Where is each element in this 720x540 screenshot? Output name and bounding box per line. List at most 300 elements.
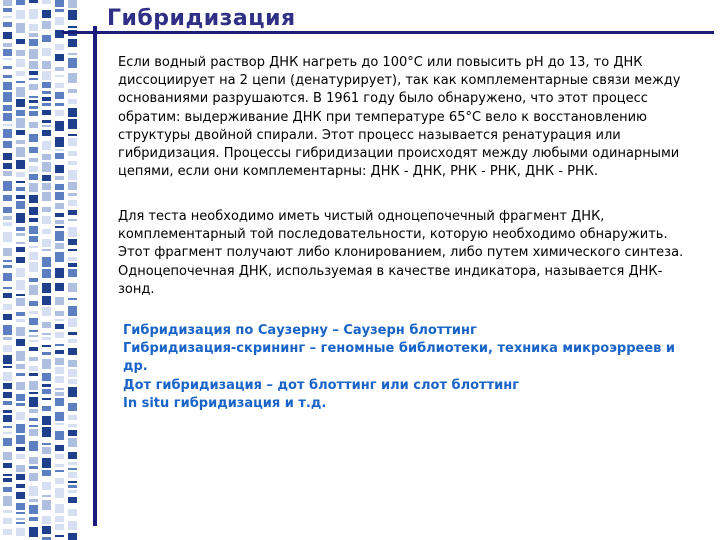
gel-band [42, 333, 51, 335]
gel-band [68, 227, 77, 237]
gel-band [3, 383, 12, 389]
gel-band [3, 66, 12, 69]
gel-band [55, 488, 64, 498]
gel-band [68, 462, 77, 465]
gel-band [16, 403, 25, 406]
gel-band [16, 280, 25, 290]
gel-band [42, 162, 51, 172]
method-item: Дот гибридизация – дот блоттинг или слот блоттинг [123, 377, 520, 393]
gel-band [68, 387, 77, 397]
gel-band [68, 89, 77, 93]
gel-band [29, 122, 38, 128]
gel-band [16, 195, 25, 199]
gel-band [68, 239, 77, 245]
gel-band [29, 218, 38, 222]
gel-band [29, 466, 38, 469]
gel-band [3, 401, 12, 405]
gel-band [55, 464, 64, 467]
gel-band [68, 58, 77, 68]
body-paragraph: Если водный раствор ДНК нагреть до 100°С или повысить рН до 13, то ДНК диссоциирует на 2 цепи (денатурирует), так как комплементарные связи между основаниями разрушаются. В 1961 году было обнаружено, что этот процесс обратим: выдерживание ДНК при температуре 65°С вело к восстановлению структуры двойной спирали. Этот процесс называется ренатурация или гибридизация. Процессы гибридизации происходят между любыми одинарными цепями, если они комплементарны: ДНК - ДНК, РНК - РНК, ДНК - РНК. [118, 55, 681, 180]
gel-band [68, 430, 77, 436]
gel-band [29, 366, 38, 371]
gel-band [42, 257, 51, 267]
gel-band [16, 373, 25, 376]
gel-band [29, 340, 38, 342]
gel-band [3, 163, 12, 169]
gel-band [68, 283, 77, 292]
gel-band [3, 487, 12, 492]
gel-band [3, 16, 12, 18]
hybridization-methods-list [123, 322, 683, 413]
gel-band [3, 426, 12, 428]
gel-band [55, 0, 64, 7]
gel-band [55, 392, 64, 396]
gel-band [55, 252, 64, 262]
gel-band [68, 369, 77, 377]
gel-band [29, 195, 38, 203]
gel-band [16, 147, 25, 157]
gel-band [68, 485, 77, 488]
gel-band [42, 154, 51, 160]
gel-band [68, 306, 77, 316]
gel-band [16, 424, 25, 433]
gel-band [16, 319, 25, 322]
gel-band [68, 481, 77, 483]
gel-band [55, 535, 64, 537]
gel-band [29, 252, 38, 260]
gel-band [29, 78, 38, 80]
gel-band [16, 268, 25, 277]
gel-band [29, 373, 38, 376]
gel-band [55, 153, 64, 159]
gel-band [42, 82, 51, 88]
gel-band [55, 423, 64, 425]
gel-band [42, 398, 51, 400]
gel-band [42, 110, 51, 115]
gel-band [55, 311, 64, 316]
gel-band [55, 376, 64, 383]
gel-band [55, 213, 64, 217]
gel-band [29, 425, 38, 427]
gel-band [68, 379, 77, 384]
gel-band [29, 392, 38, 394]
gel-band [42, 175, 51, 181]
gel-band [3, 463, 12, 468]
gel-band [42, 48, 51, 56]
gel-band [3, 432, 12, 434]
gel-band [16, 339, 25, 346]
gel-band [55, 344, 64, 346]
gel-band [55, 17, 64, 25]
gel-band [29, 174, 38, 180]
gel-band [3, 153, 12, 160]
gel-band [55, 83, 64, 88]
gel-band [68, 468, 77, 470]
gel-band [42, 516, 51, 524]
gel-band [68, 39, 77, 47]
gel-band [3, 293, 12, 298]
gel-band [68, 138, 77, 146]
gel-band [3, 22, 12, 27]
gel-band [68, 424, 77, 427]
gel-band [42, 458, 51, 468]
gel-band [29, 9, 38, 19]
gel-band [29, 49, 38, 59]
gel-band [16, 233, 25, 236]
gel-band [68, 134, 77, 136]
gel-band [29, 311, 38, 314]
gel-band [55, 165, 64, 173]
gel-band [29, 409, 38, 413]
gel-band [16, 87, 25, 97]
gel-band [42, 495, 51, 497]
gel-band [55, 226, 64, 228]
gel-band [3, 113, 12, 121]
gel-band [68, 26, 77, 28]
gel-band [16, 242, 25, 244]
gel-band [16, 118, 25, 128]
gel-band [3, 325, 12, 335]
gel-band [29, 61, 38, 69]
gel-band [16, 351, 25, 361]
gel-band [42, 249, 51, 251]
gel-band [3, 82, 12, 90]
gel-band [55, 319, 64, 321]
gel-band [55, 54, 64, 61]
gel-band [16, 327, 25, 336]
gel-band [29, 147, 38, 153]
gel-band [16, 364, 25, 369]
gel-band [42, 443, 51, 445]
gel-band [55, 268, 64, 278]
gel-band [3, 273, 12, 281]
vertical-divider [93, 26, 97, 526]
body-paragraph: Для теста необходимо иметь чистый одноцепочечный фрагмент ДНК, комплементарный той последовательности, которую необходимо обнаружить. Этот фрагмент получают либо клонированием, либо путем химического синтеза. Одноцепочечная ДНК, используемая в качестве индикатора, называется ДНК-зонд. [118, 209, 684, 297]
gel-band [3, 337, 12, 340]
gel-band [42, 97, 51, 101]
gel-band [3, 141, 12, 148]
gel-band [42, 216, 51, 224]
gel-band [55, 92, 64, 99]
gel-band [68, 210, 77, 215]
gel-band [16, 447, 25, 451]
gel-band [16, 39, 25, 44]
gel-band [29, 330, 38, 332]
gel-band [16, 181, 25, 183]
gel-band [3, 195, 12, 201]
gel-band [55, 192, 64, 200]
gel-band [29, 517, 38, 521]
gel-band [42, 359, 51, 369]
gel-band [68, 193, 77, 196]
gel-band [29, 166, 38, 172]
gel-band [3, 366, 12, 368]
gel-band [68, 200, 77, 206]
gel-band [68, 0, 77, 8]
gel-band [16, 294, 25, 296]
gel-band [68, 298, 77, 300]
gel-band [29, 134, 38, 142]
gel-band [29, 486, 38, 496]
gel-band [16, 394, 25, 401]
gel-band [3, 58, 12, 60]
gel-band [16, 512, 25, 514]
gel-band [68, 269, 77, 277]
gel-band [16, 412, 25, 420]
gel-band [29, 335, 38, 337]
gel-band [29, 527, 38, 537]
gel-band [68, 73, 77, 83]
gel-band [29, 71, 38, 75]
gel-band [16, 492, 25, 499]
gel-band [29, 505, 38, 514]
gel-band [42, 130, 51, 136]
gel-band [16, 522, 25, 524]
gel-band [29, 278, 38, 282]
gel-band [3, 314, 12, 320]
gel-band [29, 236, 38, 242]
gel-band [42, 406, 51, 411]
gel-band [16, 99, 25, 107]
gel-band [3, 216, 12, 220]
gel-band [16, 110, 25, 116]
gel-band [55, 412, 64, 421]
gel-band [29, 183, 38, 192]
gel-band [55, 283, 64, 291]
gel-band [16, 0, 25, 5]
gel-band [3, 32, 12, 39]
gel-band [68, 10, 77, 20]
gel-band [29, 499, 38, 502]
gel-band [55, 121, 64, 131]
gel-band [55, 324, 64, 329]
gel-band [42, 120, 51, 123]
gel-band [16, 23, 25, 33]
gel-band [29, 457, 38, 464]
gel-band [3, 372, 12, 381]
gel-band [55, 184, 64, 190]
gel-band [29, 397, 38, 407]
gel-band [55, 470, 64, 472]
gel-band [68, 339, 77, 343]
gel-band [29, 96, 38, 98]
gel-band [16, 484, 25, 488]
gel-band [3, 265, 12, 268]
gel-band [55, 350, 64, 354]
gel-band [29, 301, 38, 306]
gel-band [3, 248, 12, 256]
gel-band [55, 332, 64, 338]
gel-band [42, 35, 51, 42]
gel-band [29, 24, 38, 31]
gel-band [3, 410, 12, 413]
gel-band [29, 429, 38, 436]
gel-band [42, 269, 51, 278]
gel-band [3, 129, 12, 138]
method-item: Гибридизация по Саузерну – Саузерн блоттинг [123, 323, 477, 338]
gel-band [55, 44, 64, 50]
gel-band [42, 283, 51, 293]
gel-band [55, 9, 64, 12]
gel-band [16, 474, 25, 480]
gel-band [55, 431, 64, 440]
gel-band [55, 103, 64, 106]
gel-band [16, 130, 25, 135]
gel-band [42, 125, 51, 127]
gel-band [29, 111, 38, 116]
gel-band [68, 438, 77, 447]
method-item: In situ гибридизация и т.д. [123, 395, 327, 411]
gel-band [3, 345, 12, 352]
gel-band [29, 473, 38, 481]
gel-band [42, 141, 51, 150]
gel-band [68, 182, 77, 190]
gel-band [55, 297, 64, 305]
gel-band [16, 247, 25, 252]
gel-band [68, 490, 77, 493]
gel-band [16, 227, 25, 231]
gel-band [42, 192, 51, 201]
gel-band [3, 49, 12, 56]
gel-band [55, 110, 64, 116]
gel-band [3, 355, 12, 364]
gel-band [16, 81, 25, 83]
gel-band [68, 403, 77, 411]
gel-band [29, 158, 38, 162]
gel-band [55, 367, 64, 374]
gel-band [42, 526, 51, 534]
gel-band [55, 243, 64, 249]
dna-gel-decoration [0, 0, 80, 540]
gel-band [29, 39, 38, 46]
gel-band [42, 207, 51, 212]
gel-band [42, 470, 51, 476]
gel-band [68, 249, 77, 251]
gel-band [42, 10, 51, 18]
gel-band [55, 137, 64, 147]
gel-band [42, 307, 51, 316]
gel-band [16, 172, 25, 177]
gel-band [55, 516, 64, 522]
gel-band [3, 529, 12, 535]
gel-band [16, 257, 25, 263]
gel-band [29, 106, 38, 109]
gel-band [3, 518, 12, 524]
gel-band [29, 0, 38, 3]
gel-band [29, 246, 38, 248]
gel-band [68, 509, 77, 516]
gel-band [42, 447, 51, 454]
gel-band [42, 91, 51, 94]
gel-band [68, 415, 77, 420]
gel-band [3, 232, 12, 242]
gel-band [3, 92, 12, 102]
gel-band [55, 176, 64, 180]
gel-band [42, 337, 51, 340]
gel-band [68, 119, 77, 129]
gel-band [42, 345, 51, 347]
gel-band [16, 160, 25, 169]
gel-band [68, 533, 77, 540]
gel-band [3, 222, 12, 226]
gel-band [29, 441, 38, 451]
gel-band [68, 497, 77, 503]
gel-band [42, 500, 51, 510]
gel-band [3, 304, 12, 310]
gel-band [3, 474, 12, 476]
method-item: Гибридизация-скрининг – геномные библиотеки, техника микроэрреев и др. [123, 341, 676, 375]
gel-band [3, 452, 12, 460]
gel-band [42, 21, 51, 29]
gel-band [42, 0, 51, 4]
gel-band [16, 382, 25, 390]
gel-band [3, 287, 12, 289]
gel-band [3, 171, 12, 176]
gel-band [29, 285, 38, 295]
gel-band [42, 61, 51, 69]
gel-band [29, 226, 38, 234]
gel-band [3, 75, 12, 78]
gel-band [55, 358, 64, 365]
gel-band [68, 219, 77, 221]
gel-band [3, 207, 12, 213]
gel-band [42, 482, 51, 490]
gel-band [55, 524, 64, 530]
gel-band [42, 103, 51, 106]
gel-band [68, 170, 77, 180]
gel-band [29, 84, 38, 90]
gel-band [68, 521, 77, 530]
gel-band [16, 187, 25, 191]
gel-band [3, 392, 12, 398]
gel-band [16, 71, 25, 76]
gel-band [55, 478, 64, 484]
gel-band [42, 373, 51, 381]
gel-band [42, 239, 51, 247]
gel-band [55, 149, 64, 151]
gel-band [29, 100, 38, 103]
gel-band [42, 389, 51, 394]
gel-band [68, 263, 77, 267]
gel-band [16, 465, 25, 472]
gel-band [3, 438, 12, 446]
gel-band [29, 357, 38, 361]
gel-band [68, 472, 77, 478]
gel-band [42, 416, 51, 425]
gel-band [42, 71, 51, 80]
slide-title: Гибридизация [107, 6, 296, 31]
gel-band [68, 360, 77, 367]
gel-band [68, 348, 77, 355]
gel-band [16, 503, 25, 510]
gel-band [68, 452, 77, 459]
gel-band [68, 332, 77, 335]
gel-band [16, 201, 25, 209]
gel-band [68, 53, 77, 55]
gel-band [55, 75, 64, 77]
gel-band [16, 298, 25, 306]
gel-band [3, 124, 12, 126]
gel-band [68, 151, 77, 156]
gel-band [55, 388, 64, 390]
gel-band [55, 504, 64, 513]
gel-band [42, 183, 51, 190]
gel-band [16, 454, 25, 459]
gel-band [16, 518, 25, 520]
gel-band [3, 8, 12, 12]
gel-band [3, 496, 12, 506]
gel-band [3, 510, 12, 513]
